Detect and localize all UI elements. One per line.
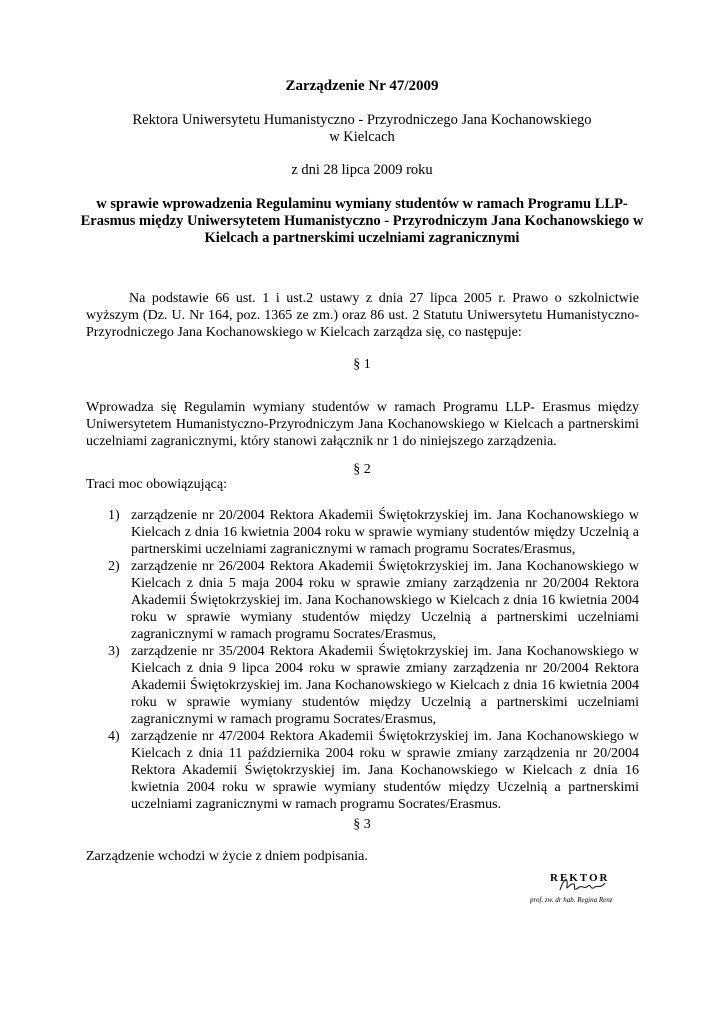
repealed-list — [86, 507, 639, 813]
list-item-text: zarządzenie nr 47/2004 Rektora Akademii Świętokrzyskiej im. Jana Kochanowskiego w Kielcach z dnia 11 października 2004 roku w sprawie zmiany zarządzenia nr 20/2004 Rektora Akademii Świętokrzyskiej im. Jana Kochanowskiego w Kielcach z dnia 16 kwietnia 2004 roku w sprawie wymiany studentów między Uczelnią a partnerskimi uczelniami zagranicznymi w ramach programu Socrates/Erasmus. — [131, 729, 639, 812]
signer-name: prof. zw. dr hab. Regina Renz — [530, 896, 613, 904]
document-title: Zarządzenie Nr 47/2009 — [285, 78, 439, 94]
list-item — [86, 558, 639, 643]
section-1-text: Wprowadza się Regulamin wymiany studentów w ramach Programu LLP- Erasmus między Uniwersytetem Humanistyczno-Przyrodniczym Jana Kochanowskiego w Kielcach a partnerskimi uczelniami zagranicznymi, który stanowi załącznik nr 1 do niniejszego zarządzenia. — [86, 400, 639, 449]
list-item-number: 2) — [108, 559, 120, 574]
document-date: z dni 28 lipca 2009 roku — [291, 162, 433, 178]
list-item-text: zarządzenie nr 35/2004 Rektora Akademii Świętokrzyskiej im. Jana Kochanowskiego w Kielcach z dnia 9 lipca 2004 roku w sprawie zmiany zarządzenia nr 20/2004 Rektora Akademii Świętokrzyskiej im. Jana Kochanowskiego w Kielcach z dnia 16 kwietnia 2004 roku w sprawie wymiany studentów między Uczelnią a partnerskimi uczelniami zagranicznymi w ramach programu Socrates/Erasmus, — [131, 644, 639, 727]
section-3-text: Zarządzenie wchodzi w życie z dniem podpisania. — [86, 849, 368, 864]
signature-stamp — [522, 862, 642, 907]
section-3-mark: § 3 — [353, 817, 371, 832]
list-item — [86, 507, 639, 558]
section-1-mark: § 1 — [353, 357, 371, 372]
intro-paragraph: Na podstawie 66 ust. 1 i ust.2 ustawy z dnia 27 lipca 2005 r. Prawo o szkolnictwie wyższym (Dz. U. Nr 164, poz. 1365 ze zm.) oraz 86 ust. 2 Statutu Uniwersytetu Humanistyczno-Przyrodniczego Jana Kochanowskiego w Kielcach zarządza się, co następuje: — [86, 291, 639, 340]
issuer-line-1: Rektora Uniwersytetu Humanistyczno - Przyrodniczego Jana Kochanowskiego — [132, 112, 592, 128]
stamp-title: REKTOR — [550, 872, 610, 884]
issuer-line-2: w Kielcach — [329, 129, 395, 145]
list-item — [86, 728, 639, 813]
section-2-mark: § 2 — [353, 462, 371, 477]
document-subject: w sprawie wprowadzenia Regulaminu wymiany studentów w ramach Programu LLP- Erasmus między Uniwersytetem Humanistyczno - Przyrodniczym Jana Kochanowskiego w Kielcach a partnerskimi uczelniami zagranicznymi — [80, 196, 644, 246]
list-item-text: zarządzenie nr 26/2004 Rektora Akademii Świętokrzyskiej im. Jana Kochanowskiego w Kielcach z dnia 5 maja 2004 roku w sprawie zmiany zarządzenia nr 20/2004 Rektora Akademii Świętokrzyskiej im. Jana Kochanowskiego w Kielcach z dnia 16 kwietnia 2004 roku w sprawie wymiany studentów między Uczelnią a partnerskimi uczelniami zagranicznymi w ramach programu Socrates/Erasmus, — [131, 559, 639, 642]
list-item-number: 4) — [108, 729, 120, 744]
list-item-text: zarządzenie nr 20/2004 Rektora Akademii Świętokrzyskiej im. Jana Kochanowskiego w Kielcach z dnia 16 kwietnia 2004 roku w sprawie wymiany studentów między Uczelnią a partnerskimi uczelniami zagranicznymi w ramach programu Socrates/Erasmus, — [131, 508, 639, 557]
list-item-number: 3) — [108, 644, 120, 659]
list-item — [86, 643, 639, 728]
issuer — [0, 112, 724, 146]
list-item-number: 1) — [108, 508, 120, 523]
section-2-lead: Traci moc obowiązującą: — [86, 477, 227, 492]
